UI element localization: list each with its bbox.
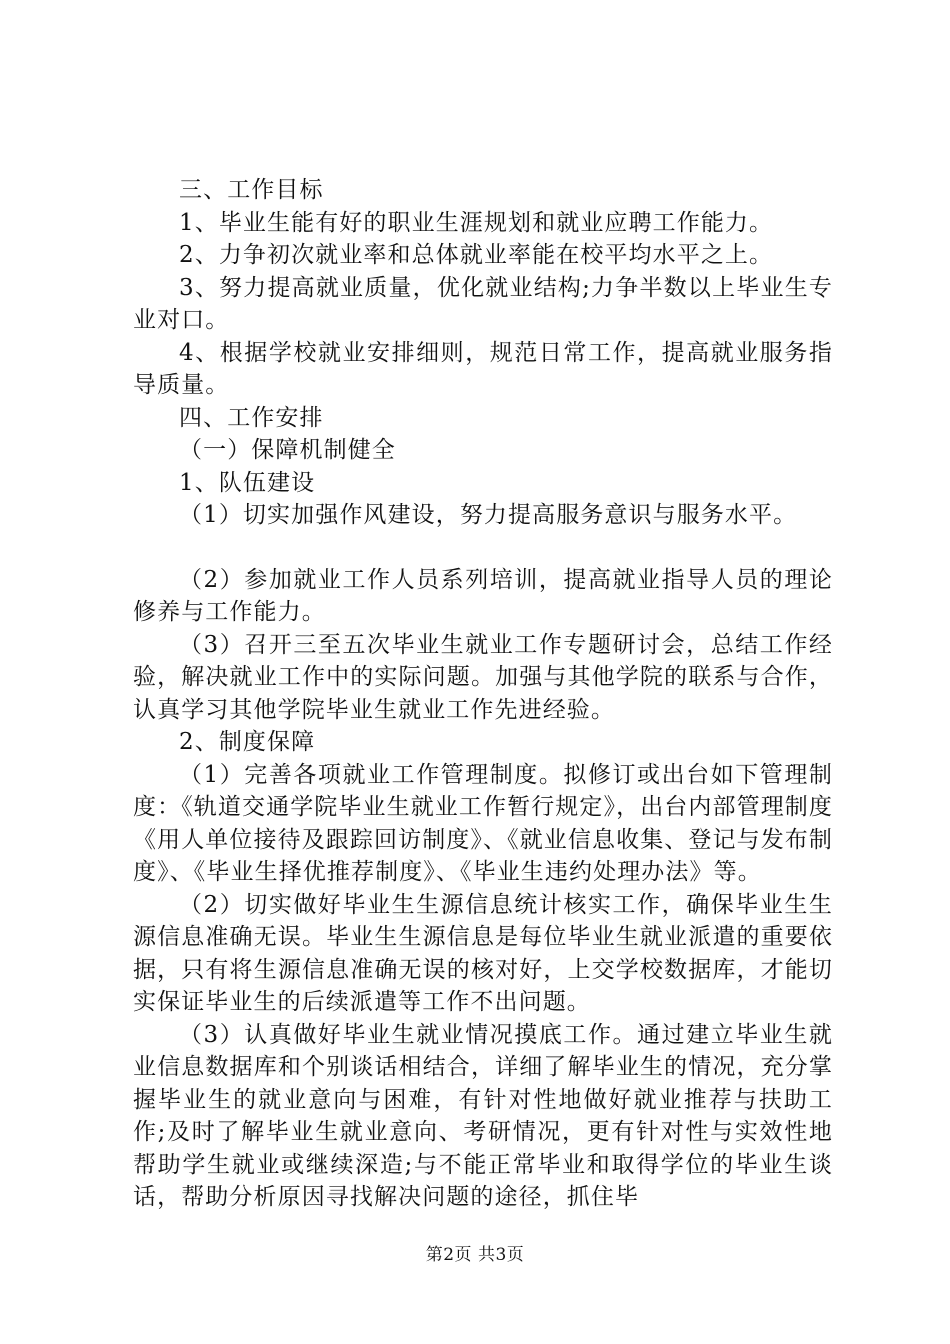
subheading-mechanism: （一）保障机制健全 (179, 437, 396, 463)
goal-item-3: 3、努力提高就业质量，优化就业结构;力争半数以上毕业生专业对口。 (133, 274, 833, 333)
page-footer: 第2页 共3页 (425, 1245, 525, 1265)
subheading-system: 2、制度保障 (179, 729, 316, 755)
team-item-3: （3）召开三至五次毕业生就业工作专题研讨会，总结工作经验，解决就业工作中的实际问题。加强与其他学院的联系与合作，认真学习其他学院毕业生就业工作先进经验。 (133, 631, 833, 723)
document-body (133, 174, 833, 1214)
goal-item-1: 1、毕业生能有好的职业生涯规划和就业应聘工作能力。 (179, 209, 774, 236)
heading-work-arrangement: 四、工作安排 (179, 404, 324, 431)
subheading-team-building: 1、队伍建设 (179, 469, 316, 496)
heading-work-goals: 三、工作目标 (179, 177, 324, 203)
team-item-2: （2）参加就业工作人员系列培训，提高就业指导人员的理论修养与工作能力。 (133, 566, 833, 625)
team-item-1: （1）切实加强作风建设，努力提高服务意识与服务水平。 (179, 502, 798, 528)
goal-item-2: 2、力争初次就业率和总体就业率能在校平均水平之上。 (179, 242, 774, 268)
system-item-2: （2）切实做好毕业生生源信息统计核实工作，确保毕业生生源信息准确无误。毕业生生源信息是每位毕业生就业派遣的重要依据，只有将生源信息准确无误的核对好，上交学校数据库，才能切实保证毕业生的后续派遣等工作不出问题。 (133, 891, 833, 1015)
system-item-3: （3）认真做好毕业生就业情况摸底工作。通过建立毕业生就业信息数据库和个别谈话相结合，详细了解毕业生的情况，充分掌握毕业生的就业意向与困难，有针对性地做好就业推荐与扶助工作;及时了解毕业生就业意向、考研情况，更有针对性与实效性地帮助学生就业或继续深造;与不能正常毕业和取得学位的毕业生谈话，帮助分析原因寻找解决问题的途径，抓住毕 (133, 1021, 833, 1210)
goal-item-4: 4、根据学校就业安排细则，规范日常工作，提高就业服务指导质量。 (133, 339, 833, 398)
system-item-1: （1）完善各项就业工作管理制度。拟修订或出台如下管理制度：《轨道交通学院毕业生就业工作暂行规定》，出台内部管理制度《用人单位接待及跟踪回访制度》、《就业信息收集、登记与发布制度》、《毕业生择优推荐制度》、《毕业生违约处理办法》等。 (133, 761, 833, 885)
